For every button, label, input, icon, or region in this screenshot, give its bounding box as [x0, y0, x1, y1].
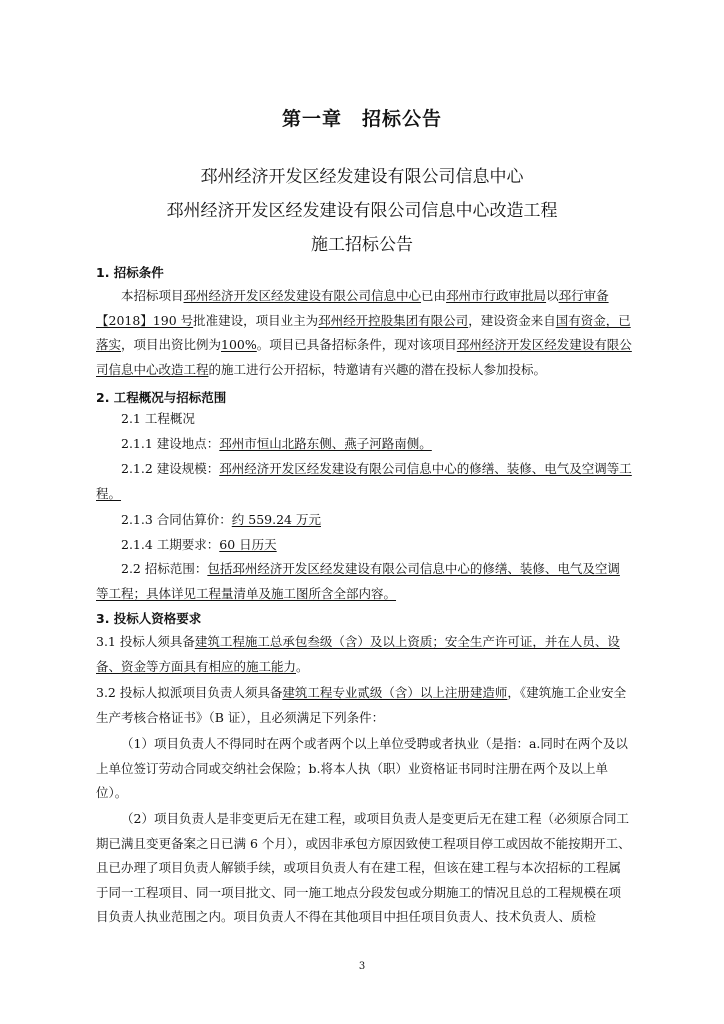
title-company: 邳州经济开发区经发建设有限公司信息中心: [200, 167, 524, 187]
text: ，《建筑施工企业安全生产考核合格证书》（B 证），且必须满足下列条件：: [96, 685, 627, 725]
chapter-title: 第一章 招标公告: [281, 108, 442, 130]
requirement-3-2: [96, 681, 632, 730]
title-notice: 施工招标公告: [311, 235, 413, 255]
condition-2: （2）项目负责人是非变更后无在建工程，或项目负责人是变更后无在建工程（必须原合同工期已满且变更备案之日已满 6 个月），或因非承包方原因致使工程项目停工或因故不能按期开工、且已办理了项目负责人解锁手续，或项目负责人有在建工程，但该在建工程与本次招标的工程属于同一工程项目、同一项目批文、同一施工地点分段发包或分期施工的情况且总的工程规模在项目负责人执业范围之内。项目负责人不得在其他项目中担任项目负责人、技术负责人、质检: [96, 811, 631, 924]
section-2-heading: 2. 工程概况与招标范围: [96, 390, 227, 405]
title-project: 邳州经济开发区经发建设有限公司信息中心改造工程: [166, 201, 558, 221]
text-underlined: 邳行审备【2018】190 号: [96, 288, 609, 328]
label: 2.2 招标范围：: [121, 561, 208, 576]
condition-1: （1）项目负责人不得同时在两个或者两个以上单位受聘或者执业（是指：a.同时在两个及以上单位签订劳动合同或交纳社会保险；b.将本人执（职）业资格证书同时注册在两个及以上单位）。: [96, 736, 628, 800]
value-underlined: 包括邳州经济开发区经发建设有限公司信息中心的修缮、装修、电气及空调等工程；具体详见工程量清单及施工图所含全部内容。: [96, 561, 620, 601]
label: 2.1.3 合同估算价：: [121, 512, 232, 527]
contract-estimate: [96, 508, 632, 533]
overview-label: 2.1 工程概况: [121, 411, 195, 426]
text: 本招标项目: [121, 288, 184, 303]
label: 2.1.2 建设规模：: [121, 461, 220, 476]
text-underlined: 邳州经济开发区经发建设有限公司信息中心: [183, 288, 422, 303]
text: 3.1 投标人须具备: [96, 634, 195, 649]
text: 以: [546, 288, 559, 303]
section-1-paragraph: [96, 284, 632, 382]
text: 。项目已具备招标条件，现对该项目: [256, 337, 457, 352]
text: 3.2 投标人拟派项目负责人须具备: [96, 685, 283, 700]
page-number: 3: [358, 961, 366, 972]
text-underlined: 建筑工程专业贰级（含）以上注册建造师: [282, 685, 508, 700]
site-location: [96, 432, 632, 457]
text: ，项目出资比例为: [121, 337, 222, 352]
value-underlined: 60 日历天: [219, 537, 277, 552]
text: ，建设资金来自: [468, 312, 556, 328]
label: 2.1.4 工期要求：: [121, 537, 220, 552]
duration: [96, 533, 632, 558]
value-underlined: 邳州市恒山北路东侧、燕子河路南侧。: [219, 436, 432, 451]
value-underlined: 约 559.24 万元: [231, 512, 321, 527]
value-underlined: 邳州经济开发区经发建设有限公司信息中心的修缮、装修、电气及空调等工程。: [96, 461, 632, 501]
text-underlined: 邳州经济开发区经发建设有限公司信息中心改造工程: [96, 337, 632, 377]
text: 的施工进行公开招标，特邀请有兴趣的潜在投标人参加投标。: [208, 361, 547, 377]
construction-scale: [96, 457, 632, 506]
text-underlined: 邳州市行政审批局: [446, 288, 547, 303]
section-1-heading: 1. 招标条件: [96, 265, 164, 280]
text-underlined: 100%: [221, 337, 257, 352]
text-underlined: 建筑工程施工总承包叁级（含）及以上资质；安全生产许可证，并在人员、设备、资金等方面具有相应的施工能力: [96, 634, 620, 674]
text: 已由: [421, 288, 447, 303]
text: 批准建设，项目业主为: [193, 312, 319, 328]
bidding-scope: [96, 557, 632, 606]
text: 。: [296, 658, 309, 674]
section-3-heading: 3. 投标人资格要求: [96, 611, 202, 626]
text-underlined: 国有资金，已落实: [96, 312, 631, 352]
requirement-3-1: [96, 630, 632, 679]
label: 2.1.1 建设地点：: [121, 436, 220, 451]
text-underlined: 邳州经开控股集团有限公司: [318, 312, 469, 328]
